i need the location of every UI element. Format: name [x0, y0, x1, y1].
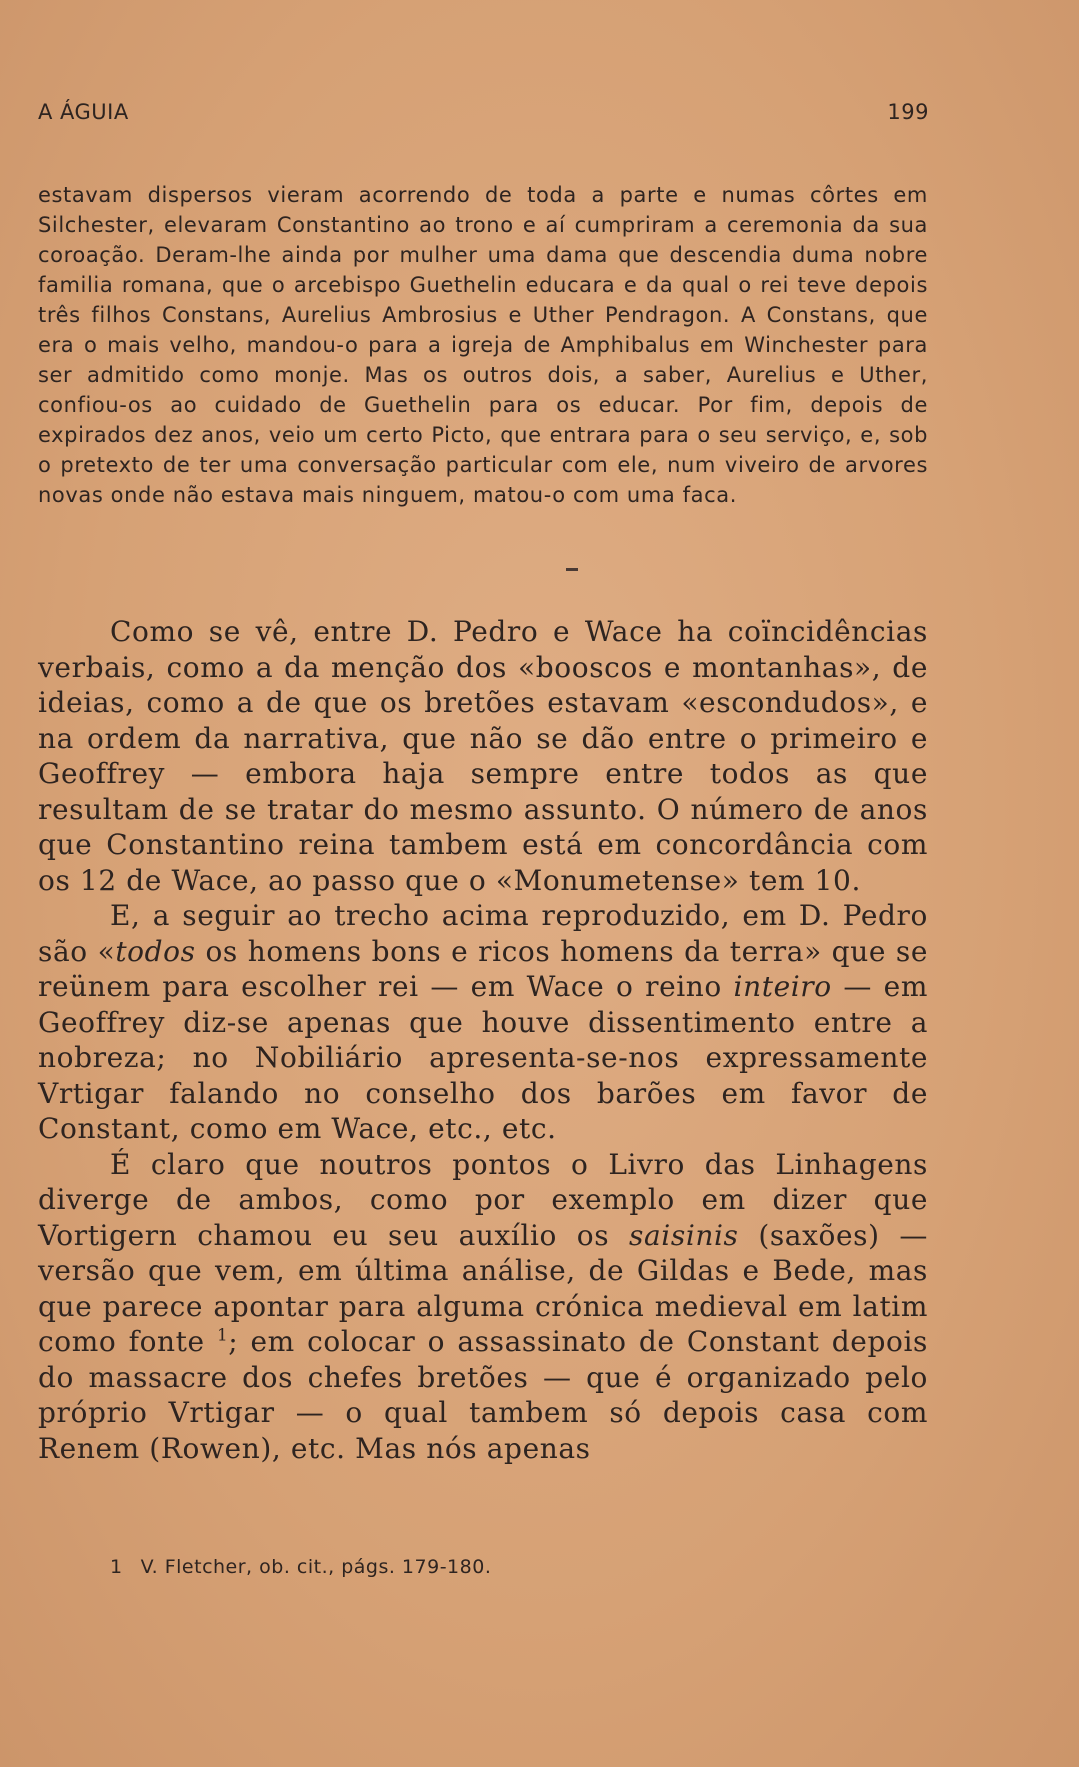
italic-word-saisinis: saisinis: [629, 1218, 739, 1252]
paragraph-3-text-a: É claro que noutros pontos o Livro das Linhagens diverge de ambos, como por exemplo em dizer que Vortigern chamou eu seu auxílio os: [38, 1147, 928, 1252]
main-text: [38, 614, 928, 1466]
paragraph-2-text-a: E, a seguir ao trecho acima reproduzido, em D. Pedro são «: [38, 899, 928, 968]
footnote-number: 1: [110, 1556, 123, 1578]
footnote-text: V. Fletcher, ob. cit., págs. 179-180.: [140, 1556, 492, 1578]
paragraph-2-text-c: — em Geoffrey diz-se apenas que houve dissentimento entre a nobreza; no Nobiliário apresenta-se-nos expressamente Vrtigar falando no conselho dos barões em favor de Constant, como em Wace, etc., etc.: [38, 970, 928, 1145]
running-header: [38, 100, 929, 124]
paragraph-3: [38, 1147, 928, 1467]
paragraph-3-text-c: ; em colocar o assassinato de Constant depois do massacre dos chefes bretões — que é organizado pelo próprio Vrtigar — o qual tambem só depois casa com Renem (Rowen), etc. Mas nós apenas: [38, 1325, 928, 1465]
italic-word-todos: todos: [115, 934, 196, 968]
page-number: 199: [887, 100, 929, 124]
footnote-reference[interactable]: 1: [216, 1324, 229, 1345]
paragraph-2: [38, 898, 928, 1147]
section-separator: [566, 568, 578, 571]
running-title: A ÁGUIA: [38, 100, 129, 124]
footnote: [110, 1556, 491, 1578]
paragraph-1: Como se vê, entre D. Pedro e Wace ha coïncidências verbais, como a da menção dos «booscos e montanhas», de ideias, como a de que os bretões estavam «escondudos», e na ordem da narrativa, que não se dão entre o primeiro e Geoffrey — embora haja sempre entre todos as que resultam de se tratar do mesmo assunto. O número de anos que Constantino reina tambem está em concordância com os 12 de Wace, ao passo que o «Monumetense» tem 10.: [38, 615, 928, 897]
paragraph-2-text-b: os homens bons e ricos homens da terra» que se reünem para escolher rei — em Wace o reino: [38, 934, 929, 1003]
italic-word-inteiro: inteiro: [733, 970, 832, 1003]
paragraph-3-text-b: (saxões) — versão que vem, em última análise, de Gildas e Bede, mas que parece apontar para alguma crónica medieval em latim como fonte: [38, 1218, 929, 1358]
quoted-passage: estavam dispersos vieram acorrendo de toda a parte e numas côrtes em Silchester, elevaram Constantino ao trono e aí cumpriram a ceremonia da sua coroação. Deram-lhe ainda por mulher uma dama que descendia duma nobre familia romana, que o arcebispo Guethelin educara e da qual o rei teve depois três filhos Constans, Aurelius Ambrosius e Uther Pendragon. A Constans, que era o mais velho, mandou-o para a igreja de Amphibalus em Winchester para ser admitido como monje. Mas os outros dois, a saber, Aurelius e Uther, confiou-os ao cuidado de Guethelin para os educar. Por fim, depois de expirados dez anos, veio um certo Picto, que entrara para o seu serviço, e, sob o pretexto de ter uma conversação particular com ele, num viveiro de arvores novas onde não estava mais ninguem, matou-o com uma faca.: [38, 183, 928, 507]
